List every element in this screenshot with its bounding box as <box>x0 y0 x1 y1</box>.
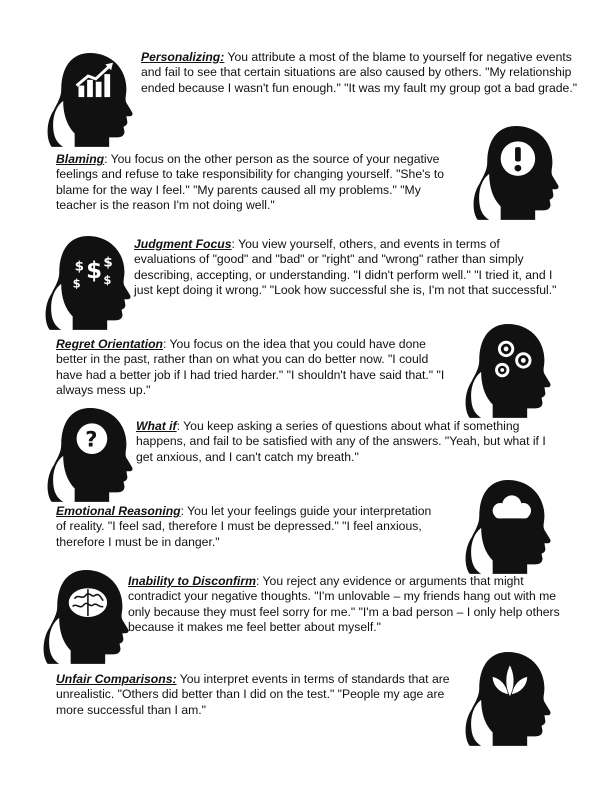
entry-judgment-focus <box>134 237 564 299</box>
exclamation-head-icon <box>470 118 562 226</box>
entry-text: : You let your feelings guide your interpretation of reality. "I feel sad, therefore I must be depressed." "I feel anxious, therefore I must be in danger." <box>56 504 432 549</box>
dollar-head-icon <box>42 228 134 336</box>
entry-term: Regret Orientation <box>56 337 163 351</box>
entry-term: Personalizing: <box>141 50 225 64</box>
entry-text: : You focus on the other person as the source of your negative feelings and refuse to take responsibility for changing yourself. "She's to blame for the way I feel." "My parents caused all my problems." "My teacher is the reason I'm not doing well." <box>56 152 445 213</box>
svg-text:$: $ <box>72 276 81 291</box>
entry-unfair-comparisons <box>56 672 456 718</box>
brain-head-icon <box>40 562 132 670</box>
entry-text: : You reject any evidence or arguments that might contradict your negative thoughts. "I'm unlovable – my friends hang out with me only because they must feel sorry for me." "I'm a bad person – I only help others because it makes me feel better about myself." <box>128 574 560 635</box>
entry-emotional-reasoning <box>56 504 436 550</box>
entry-term: Blaming <box>56 152 105 166</box>
entry-text: You interpret events in terms of standards that are unrealistic. "Others did better than I did on the test." "People my age are more successful than I am." <box>56 672 450 717</box>
entry-text: : You view yourself, others, and events in terms of evaluations of "good" and "bad" or "right" and "wrong" rather than simply describing, accepting, or understanding. "I didn't perform well." "I tried it, and I just kept doing it wrong." "Look how successful she is, I'm not that successful." <box>134 237 557 298</box>
gears-head-icon <box>462 316 554 424</box>
chart-head-icon <box>44 45 136 153</box>
entry-term: Inability to Disconfirm <box>128 574 256 588</box>
svg-text:$: $ <box>103 255 113 271</box>
svg-text:?: ? <box>85 426 98 452</box>
entry-text: : You focus on the idea that you could have done better in the past, rather than on what you can do better now. "I could have had a better job if I had tried harder." "I shouldn't have said that." "I always mess up." <box>56 337 445 398</box>
entry-text: : You keep asking a series of questions about what if something happens, and fail to be satisfied with any of the answers. "Yeah, but what if I get anxious, and I can't catch my breath." <box>136 419 546 464</box>
entry-regret-orientation <box>56 337 456 399</box>
entry-term: What if <box>136 419 177 433</box>
entry-term: Judgment Focus <box>134 237 232 251</box>
svg-text:$: $ <box>74 259 84 275</box>
entry-text: You attribute a most of the blame to yourself for negative events and fail to see that certain situations are also caused by others. "My relationship ended because I wasn't fun enough." "It was my fault my group got a bad grade." <box>141 50 578 95</box>
leaf-head-icon <box>462 644 554 752</box>
entry-personalizing <box>141 50 581 96</box>
svg-text:$: $ <box>86 258 103 285</box>
entry-term: Unfair Comparisons: <box>56 672 177 686</box>
entry-what-if <box>136 419 566 465</box>
question-head-icon <box>44 400 136 508</box>
entry-inability-to-disconfirm <box>128 574 568 636</box>
entry-blaming <box>56 152 456 214</box>
svg-text:$: $ <box>103 272 112 287</box>
entry-term: Emotional Reasoning <box>56 504 181 518</box>
cloud-head-icon <box>462 472 554 580</box>
